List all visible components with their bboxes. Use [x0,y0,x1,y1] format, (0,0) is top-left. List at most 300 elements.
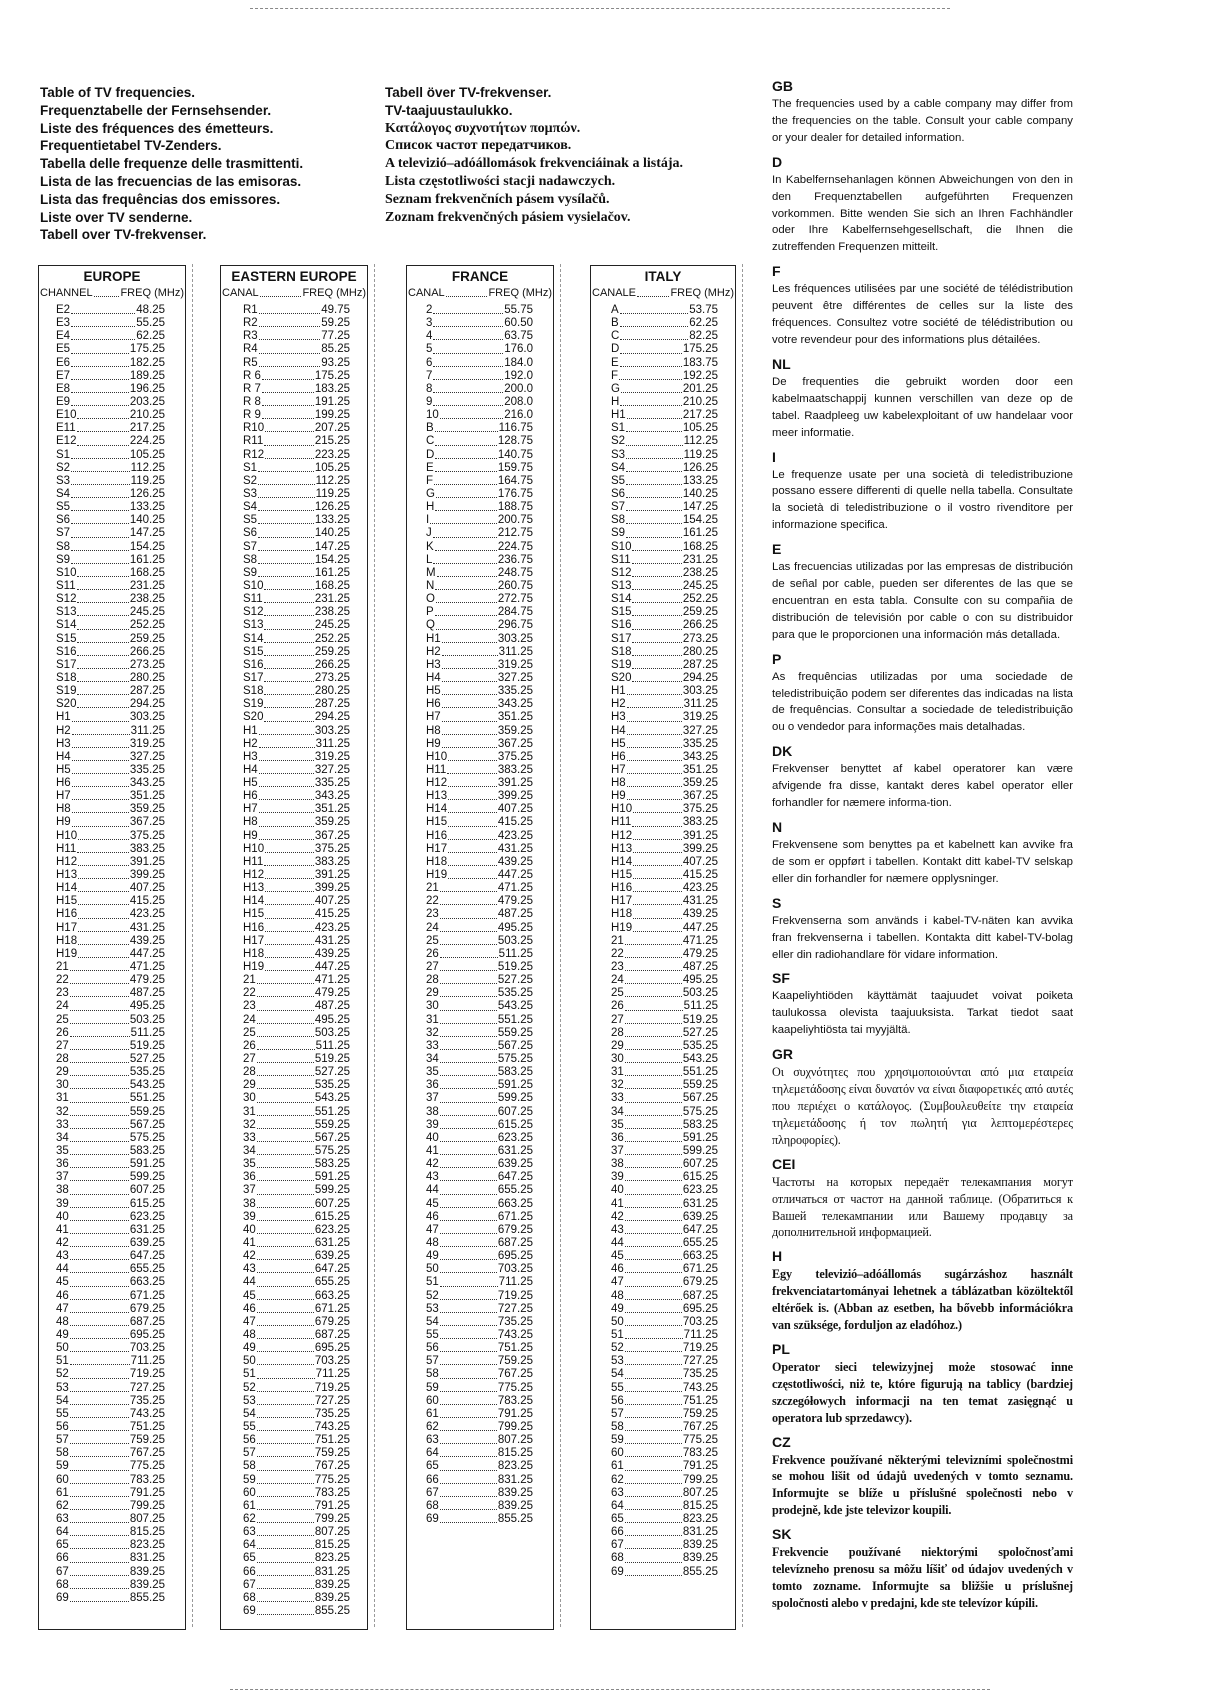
dot-leader [70,1250,129,1260]
table-row [407,738,553,751]
channel: S17 [611,632,632,645]
note-d [772,152,1073,257]
channel: 44 [56,1263,69,1276]
note-text: In Kabelfernsehanlagen können Abweichungen von den in den Frequenztabellen aufgeführten Frequenzen vorkommen. Bitte wenden Sie sich an Ihren Fachhändler oder Ihre Kabelfernsehgesellschaft, die Ihnen die zutreffenden Frequenzen mitteilt. [772,173,1073,254]
dot-leader [626,449,683,459]
note-pl [772,1339,1073,1427]
dot-leader [440,1198,497,1208]
dot-leader [257,1184,314,1194]
channel: 33 [56,1118,69,1131]
table-row [407,659,553,672]
note-code: H [772,1248,783,1265]
dot-leader [632,606,681,616]
note-code: CZ [772,1433,791,1450]
dot-leader [625,1027,682,1037]
dot-leader [448,843,497,853]
dot-leader [265,869,314,879]
channel: 38 [426,1105,439,1118]
channel: F [611,369,619,382]
frequency: 495.25 [314,1013,350,1026]
channel: 50 [56,1342,69,1355]
channel: 41 [611,1197,624,1210]
frequency: 543.25 [682,1053,718,1066]
dot-leader [440,1329,497,1339]
channel: H2 [611,698,626,711]
dot-leader [258,475,315,485]
frequency: 296.75 [497,619,533,632]
channel: S11 [243,593,263,606]
note-text: Частоты на которых передаёт телекампания могут отличаться от частот на данной таблице. (Обратиться к Вашей телекампании или Вашему продавцу за дополнительной информацией. [772,1174,1073,1240]
channel: H2 [56,724,71,737]
frequency: 126.25 [314,501,350,514]
dot-leader [264,633,313,643]
dot-leader [259,304,321,314]
table-rows [221,304,367,1618]
frequency: 791.25 [682,1460,718,1473]
dot-leader [257,1303,314,1313]
note-sf [772,968,1073,1039]
table-row [591,606,735,619]
dot-leader [440,1079,497,1089]
dot-leader [632,567,681,577]
channel: H18 [426,855,448,868]
channel: H16 [243,921,265,934]
channel: H [611,395,620,408]
dot-leader [70,1276,129,1286]
channel: 46 [426,1210,439,1223]
frequency: 327.25 [682,724,718,737]
dot-leader [71,317,135,327]
channel: B [426,422,434,435]
channel: S10 [56,566,77,579]
table-row [221,738,367,751]
frequency: 272.75 [497,593,533,606]
dot-leader [440,1092,497,1102]
frequency: 343.25 [314,790,350,803]
table-row [591,1158,735,1171]
frequency: 359.25 [129,803,165,816]
channel: 34 [611,1105,624,1118]
dot-leader [627,409,682,419]
channel: H6 [611,750,626,763]
note-code: PL [772,1340,790,1357]
channel: R12 [243,448,265,461]
dot-leader [77,619,128,629]
table-row [221,1079,367,1092]
channel: H15 [243,908,265,921]
title-line: Liste des fréquences des émetteurs. [40,120,274,136]
note-text: Kaapeliyhtiöden käyttämät taajuudet voivat poiketa taulukossa olevista taajuuksista. Tarkat tiedot saat kaapeliyhtiösta tai myyjältä. [772,990,1073,1037]
dot-leader [70,987,129,997]
dot-leader [257,1079,314,1089]
note-f [772,261,1073,349]
table-row [591,1552,735,1565]
channel: E10 [56,409,77,422]
channel: 33 [611,1092,624,1105]
channel: 68 [426,1499,439,1512]
dot-leader [259,357,321,367]
note-gr [772,1044,1073,1149]
table-row [39,777,185,790]
note-p [772,649,1073,737]
dot-leader [625,1092,682,1102]
dot-leader [435,606,497,616]
dot-leader [264,711,313,721]
frequency: 184.0 [504,356,533,369]
table-row [591,1132,735,1145]
table-row [221,554,367,567]
dot-leader [625,948,682,958]
channel: 6 [426,356,433,369]
table-row [221,987,367,1000]
table-row [407,751,553,764]
table-row [407,541,553,554]
channel: 35 [56,1145,69,1157]
frequency: 423.25 [682,882,718,895]
title-line: Tabella delle frequenze delle trasmittenti. [40,156,304,172]
note-cei [772,1154,1073,1242]
dot-leader [259,790,314,800]
channel: H17 [611,895,633,908]
frequency: 48.25 [136,304,165,316]
channel: 46 [243,1302,256,1315]
frequency: 519.25 [682,1013,718,1026]
table-row [591,1290,735,1303]
table-row [39,1079,185,1092]
dot-leader [257,1198,314,1208]
channel: H16 [611,882,633,895]
table-row [221,1526,367,1539]
frequency: 375.25 [129,829,165,842]
table-row [407,409,553,422]
frequency: 431.25 [497,842,533,855]
channel: H5 [426,685,441,698]
channel: 35 [611,1118,624,1131]
frequency: 543.25 [129,1079,165,1092]
frequency: 168.25 [129,566,165,579]
frequency: 575.25 [129,1131,165,1144]
table-row [221,1579,367,1592]
channel: 30 [611,1053,624,1066]
table-row [39,1382,185,1395]
dot-leader [440,1421,497,1431]
dot-leader [71,357,129,367]
frequency: 252.25 [314,632,350,645]
channel: H13 [611,842,633,855]
channel: 38 [243,1197,256,1210]
dot-leader [265,449,314,459]
channel: 43 [56,1250,69,1263]
channel: 66 [56,1552,69,1565]
channel: 31 [611,1066,624,1079]
frequency: 591.25 [314,1171,350,1184]
channel: H7 [243,803,258,816]
note-gb [772,76,1073,147]
note-code: GR [772,1046,793,1063]
channel: 23 [243,1000,256,1013]
table-row [591,435,735,448]
freq-column-label: FREQ (MHz) [302,287,366,299]
dot-leader [259,816,314,826]
table-row [591,725,735,738]
channel: E4 [56,330,71,343]
title-line: Table of TV frequencies. [40,85,196,100]
frequency: 751.25 [682,1394,718,1407]
dot-leader [72,803,129,813]
channel: S8 [56,540,71,553]
frequency: 140.25 [682,487,718,500]
channel: N [426,579,435,592]
channel: 58 [426,1368,439,1381]
table-column-header [40,287,184,300]
frequency: 188.75 [497,501,533,514]
dot-leader [259,343,321,353]
dot-leader [440,1158,497,1168]
channel: H12 [611,829,633,842]
table-row [39,672,185,685]
frequency: 679.25 [129,1302,165,1315]
table-row [39,475,185,488]
table-row [221,698,367,711]
table-row [407,1184,553,1197]
table-row [221,370,367,383]
channel: R 9 [243,409,261,422]
channel: D [426,448,435,461]
frequency: 631.25 [497,1145,533,1157]
dot-leader [70,1079,129,1089]
channel: H1 [243,724,258,737]
frequency: 311.25 [130,724,165,737]
table-row [407,501,553,514]
channel: 65 [426,1460,439,1473]
table-row [591,580,735,593]
dot-leader [78,895,129,905]
table-row [39,790,185,803]
table-row [591,751,735,764]
dot-leader [625,1434,682,1444]
dot-leader [434,475,497,485]
frequency: 335.25 [497,685,533,698]
frequency: 767.25 [682,1420,718,1433]
table-row [591,1171,735,1184]
table-row [407,1329,553,1342]
frequency: 807.25 [129,1512,165,1525]
dot-leader [257,1566,314,1576]
channel: E3 [56,317,71,330]
channel: 27 [243,1053,256,1066]
table-row [39,1237,185,1250]
frequency: 703.25 [314,1355,350,1368]
table-row [39,711,185,724]
title-line: A televizió–adóállomások frekvenciáinak a listája. [385,156,684,172]
table-row [221,606,367,619]
frequency: 287.25 [314,698,350,711]
channel: H10 [56,829,78,842]
frequency: 751.25 [129,1420,165,1433]
dot-leader [72,764,129,774]
frequency: 183.75 [682,356,718,369]
dot-leader [625,1513,682,1523]
frequency: 487.25 [314,1000,350,1013]
dot-leader [70,1474,129,1484]
frequency: 511.25 [683,1000,718,1013]
table-row [39,685,185,698]
table-row [591,619,735,632]
channel: H19 [243,961,265,974]
channel: 64 [243,1539,256,1552]
frequency: 147.25 [129,527,165,540]
channel: 51 [611,1328,624,1341]
frequency: 245.25 [682,579,718,592]
frequency: 238.25 [129,593,165,606]
table-row [221,1211,367,1224]
frequency: 839.25 [314,1591,350,1604]
dot-leader [435,449,497,459]
channel: 25 [611,987,624,1000]
dot-leader [70,961,129,971]
channel: H9 [243,829,258,842]
dot-leader [620,357,682,367]
table-row [407,370,553,383]
title-line: Zoznam frekvenčných pásiem vysielačov. [385,209,631,225]
table-row [407,974,553,987]
table-row [221,422,367,435]
table-row [221,935,367,948]
frequency: 559.25 [682,1079,718,1092]
dot-leader [625,1290,682,1300]
dot-leader [433,383,503,393]
channel: 38 [56,1184,69,1197]
table-row [221,462,367,475]
channel: S16 [56,645,77,658]
channel: 29 [243,1079,256,1092]
channel: 50 [611,1315,624,1328]
table-row [407,1014,553,1027]
dot-leader [70,1579,129,1589]
frequency: 551.25 [129,1092,165,1105]
table-row [591,409,735,422]
frequency: 273.25 [682,632,718,645]
table-row [591,987,735,1000]
dot-leader [70,1342,129,1352]
dot-leader [264,619,313,629]
table-row [221,1382,367,1395]
table-row [39,738,185,751]
frequency: 147.25 [682,501,718,514]
table-row [591,343,735,356]
channel: H16 [426,829,448,842]
channel: 56 [243,1434,256,1447]
channel: 37 [56,1171,69,1184]
dot-leader [625,1408,682,1418]
table-row [591,1566,735,1579]
dot-leader [627,790,682,800]
table-row [221,1132,367,1145]
table-row [407,1224,553,1237]
dot-leader [440,1395,497,1405]
table-row [591,370,735,383]
dot-leader [264,646,313,656]
channel: H9 [56,816,71,829]
frequency: 407.25 [682,855,718,868]
table-row [39,1421,185,1434]
dot-leader [70,1500,129,1510]
channel: H14 [611,855,633,868]
channel: 28 [426,974,439,987]
dot-leader [632,619,681,629]
dot-leader [633,869,682,879]
table-row [591,908,735,921]
frequency: 112.25 [130,461,165,474]
channel: 5 [426,343,433,356]
scan-artifact-bottom [230,1689,990,1690]
table-row [221,633,367,646]
frequency: 615.25 [682,1171,718,1184]
frequency: 375.25 [314,842,350,855]
frequency: 343.25 [129,777,165,790]
channel: S19 [611,658,632,671]
dot-leader [71,449,129,459]
frequency: 203.25 [129,395,165,408]
table-row [407,357,553,370]
channel: H3 [56,737,71,750]
table-row [591,698,735,711]
frequency: 439.25 [497,855,533,868]
channel: H4 [426,671,441,684]
channel: H8 [426,724,441,737]
table-row [407,514,553,527]
frequency: 391.25 [682,829,718,842]
table-row [407,1487,553,1500]
frequency: 799.25 [497,1420,533,1433]
channel: 42 [56,1236,69,1249]
channel: 21 [611,934,624,947]
table-row [39,422,185,435]
channel: 28 [611,1026,624,1039]
dot-leader [71,501,129,511]
dot-leader [71,370,129,380]
dot-leader [257,1408,314,1418]
table-row [591,1500,735,1513]
channel: 24 [611,974,624,987]
dot-leader [70,1014,129,1024]
channel: S17 [243,671,264,684]
frequency: 815.25 [129,1526,165,1539]
titles-right [385,84,683,226]
table-row [591,1211,735,1224]
channel: 55 [426,1328,439,1341]
dot-leader [259,738,315,748]
dot-leader [440,895,497,905]
frequency: 343.25 [682,750,718,763]
channel: S18 [243,685,264,698]
frequency: 224.75 [497,540,533,553]
frequency: 335.25 [314,777,350,790]
dot-leader [627,777,682,787]
channel: J [426,527,432,540]
dot-leader [435,580,497,590]
frequency: 743.25 [314,1420,350,1433]
channel: I [426,514,430,527]
table-row [39,606,185,619]
channel: 30 [243,1092,256,1105]
channel: 63 [426,1434,439,1447]
dot-leader [625,1539,682,1549]
dot-leader [257,1355,314,1365]
note-s [772,893,1073,964]
channel: 21 [243,974,256,987]
channel: S3 [56,474,71,487]
